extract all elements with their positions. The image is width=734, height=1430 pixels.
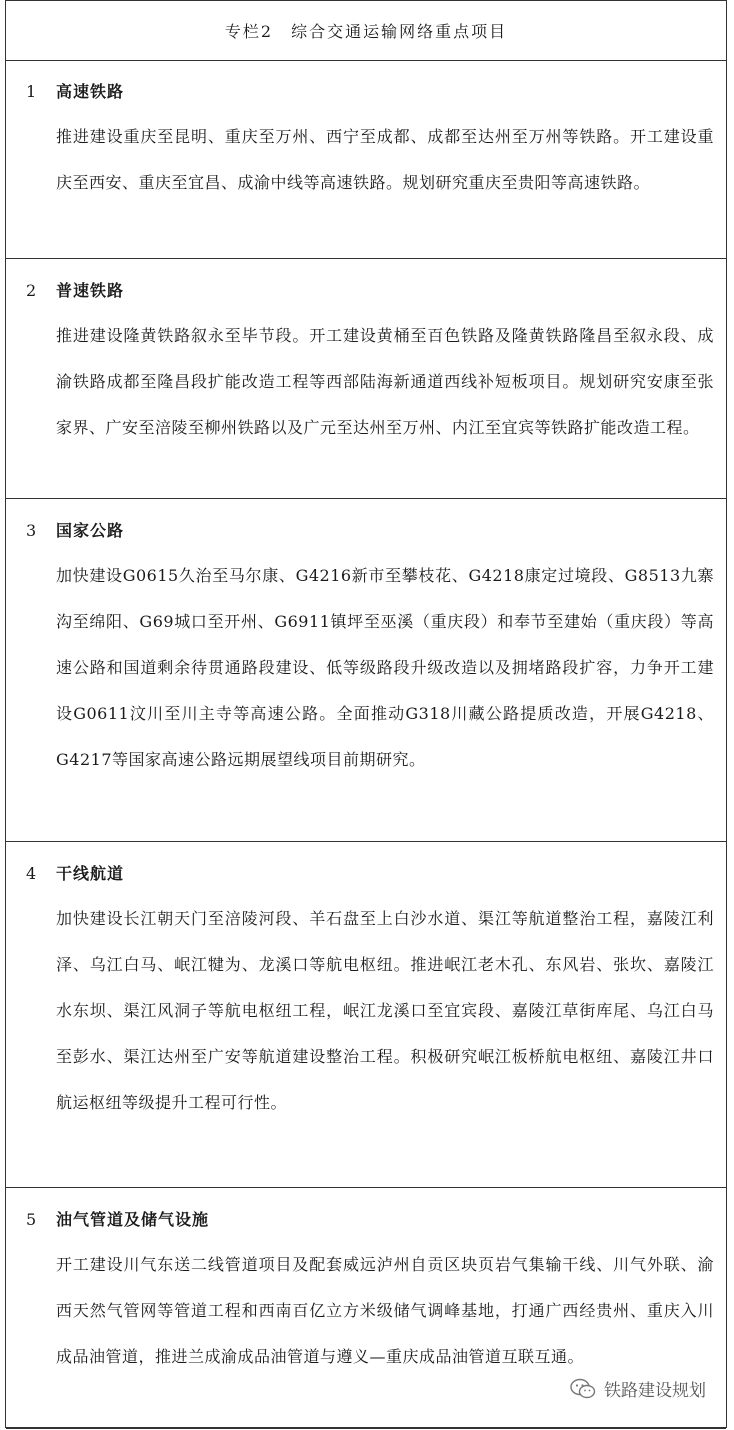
section-number: 1 [26, 82, 38, 101]
section-trunk-waterway [6, 842, 726, 1188]
watermark-text: 铁路建设规划 [604, 1381, 706, 1401]
section-number: 4 [26, 864, 38, 883]
section-title: 油气管道及储气设施 [56, 1210, 210, 1229]
section-number: 3 [26, 521, 38, 540]
section-regular-rail [6, 259, 726, 499]
section-national-highway [6, 499, 726, 842]
section-number: 2 [26, 281, 38, 300]
section-title: 干线航道 [56, 864, 125, 883]
section-title: 普速铁路 [56, 281, 125, 300]
section-body: 开工建设川气东送二线管道项目及配套威远泸州自贡区块页岩气集输干线、川气外联、渝西天然气管网等管道工程和西南百亿立方米级储气调峰基地，打通广西经贵州、重庆入川成品油管道，推进兰成渝成品油管道与遵义—重庆成品油管道互联互通。 [56, 1255, 714, 1366]
section-title: 国家公路 [56, 521, 125, 540]
section-body: 推进建设重庆至昆明、重庆至万州、西宁至成都、成都至达州至万州等铁路。开工建设重庆至西安、重庆至宜昌、成渝中线等高速铁路。规划研究重庆至贵阳等高速铁路。 [56, 127, 714, 192]
section-body: 推进建设隆黄铁路叙永至毕节段。开工建设黄桶至百色铁路及隆黄铁路隆昌至叙永段、成渝铁路成都至隆昌段扩能改造工程等西部陆海新通道西线补短板项目。规划研究安康至张家界、广安至涪陵至柳州铁路以及广元至达州至万州、内江至宜宾等铁路扩能改造工程。 [56, 326, 714, 437]
section-body: 加快建设长江朝天门至涪陵河段、羊石盘至上白沙水道、渠江等航道整治工程，嘉陵江利泽、乌江白马、岷江犍为、龙溪口等航电枢纽。推进岷江老木孔、东风岩、张坎、嘉陵江水东坝、渠江风洞子等航电枢纽工程，岷江龙溪口至宜宾段、嘉陵江草街库尾、乌江白马至彭水、渠江达州至广安等航道建设整治工程。积极研究岷江板桥航电枢纽、嘉陵江井口航运枢纽等级提升工程可行性。 [56, 909, 714, 1112]
wechat-watermark [570, 1376, 706, 1401]
table-header [6, 1, 726, 61]
section-number: 5 [26, 1210, 38, 1229]
project-table [5, 0, 727, 1428]
section-body: 加快建设G0615久治至马尔康、G4216新市至攀枝花、G4218康定过境段、G8513九寨沟至绵阳、G69城口至开州、G6911镇坪至巫溪（重庆段）和奉节至建始（重庆段）等高速公路和国道剩余待贯通路段建设、低等级路段升级改造以及拥堵路段扩容，力争开工建设G0611汶川至川主寺等高速公路。全面推动G318川藏公路提质改造，开展G4218、G4217等国家高速公路远期展望线项目前期研究。 [56, 566, 714, 769]
wechat-icon [570, 1378, 596, 1400]
section-title: 高速铁路 [56, 82, 125, 101]
table-title: 专栏2 综合交通运输网络重点项目 [224, 22, 508, 41]
section-high-speed-rail [6, 60, 726, 259]
